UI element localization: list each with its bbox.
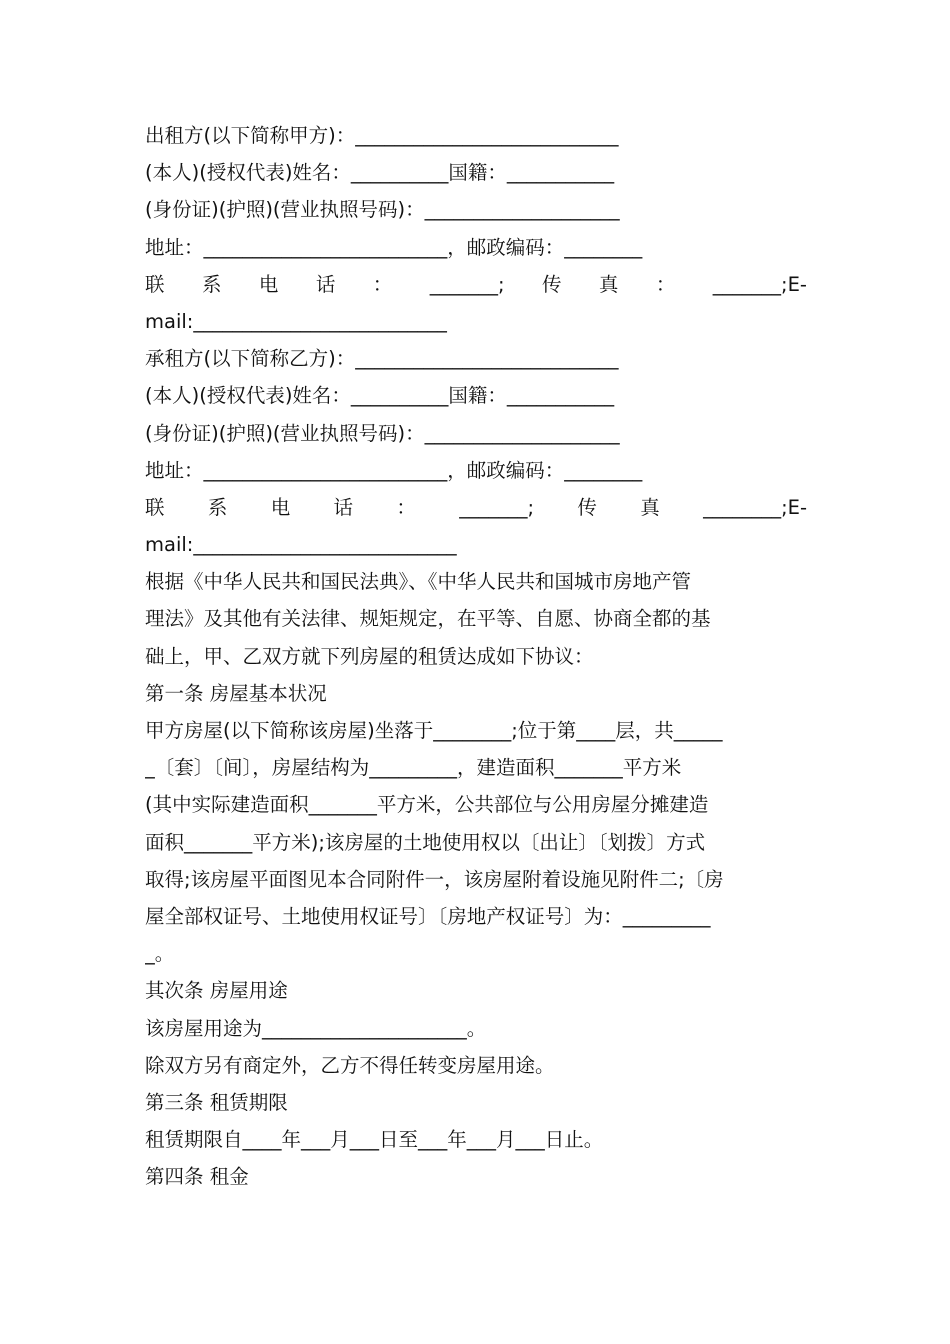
text-line: (其中实际建造面积_______平方米，公共部位与公用房屋分摊建造 (145, 793, 709, 817)
text-line: 地址：_________________________，邮政编码：________ (145, 458, 643, 482)
text-line: (本人)(授权代表)姓名：__________国籍：___________ (145, 384, 615, 408)
text-fragment: 联 (145, 272, 165, 296)
text-fragment: 话 (333, 495, 354, 519)
text-line: (身份证)(护照)(营业执照号码)：____________________ (145, 421, 620, 445)
text-line: 甲方房屋(以下简称该房屋)坐落于________;位于第____层，共_____ (145, 719, 723, 742)
text-line: mail:___________________________ (145, 533, 457, 557)
text-line: _〔套〕〔间〕，房屋结构为_________，建造面积_______平方米 (145, 756, 682, 780)
text-line: 地址：_________________________，邮政编码：________ (145, 235, 643, 259)
text-fragment: 系 (207, 495, 228, 519)
text-fragment: 电 (258, 272, 279, 296)
section-heading: 第四条 租金 (145, 1165, 249, 1189)
text-line: 取得;该房屋平面图见本合同附件一，该房屋附着设施见附件二;〔房 (145, 867, 724, 891)
text-line: (本人)(授权代表)姓名：__________国籍：___________ (145, 161, 615, 185)
text-fragment: ： (372, 272, 393, 296)
text-fragment: _______;E- (712, 272, 807, 296)
text-line: 该房屋用途为_____________________。 (145, 1016, 487, 1040)
text-line (145, 563, 807, 600)
text-line: 除双方另有商定外，乙方不得任转变房屋用途。 (145, 1053, 555, 1077)
text-line: _。 (145, 942, 175, 966)
text-fragment: 根据《中华人民共和国民法典》、《中华人民共和国城市房地产管 (145, 570, 692, 594)
text-line: 租赁期限自____年___月___日至___年___月___日止。 (145, 1128, 604, 1152)
contract-body (145, 117, 807, 1195)
text-fragment: 电 (270, 495, 291, 519)
text-line: (身份证)(护照)(营业执照号码)：____________________ (145, 198, 620, 222)
text-fragment: _______; (459, 495, 535, 519)
text-fragment: 系 (201, 272, 222, 296)
text-line: 础上，甲、乙双方就下列房屋的租赁达成如下协议： (145, 644, 594, 668)
text-fragment: 传 (577, 495, 597, 519)
contract-page (145, 117, 807, 1195)
text-fragment: _______; (429, 272, 505, 296)
text-fragment: 真 (598, 272, 619, 296)
text-fragment: 话 (315, 272, 336, 296)
text-line: mail:__________________________ (145, 309, 447, 333)
text-fragment: ： (655, 272, 676, 296)
text-line: 屋全部权证号、土地使用权证号〕〔房地产权证号〕为：_________ (145, 904, 711, 928)
text-line: 面积_______平方米);该房屋的土地使用权以〔出让〕〔划拨〕方式 (145, 830, 706, 854)
text-fragment: 真 (640, 495, 660, 519)
text-line (145, 266, 807, 303)
text-fragment: 理法》及其他有关法律、规矩规定，在平等、自愿、协商全都的基 (145, 607, 711, 631)
section-heading: 其次条 房屋用途 (145, 979, 288, 1003)
text-line (145, 489, 807, 526)
text-line: 承租方(以下简称乙方)：___________________________ (145, 347, 619, 371)
text-fragment: ________;E- (703, 495, 807, 519)
section-heading: 第三条 租赁期限 (145, 1090, 288, 1114)
section-heading: 第一条 房屋基本状况 (145, 681, 327, 705)
text-line (145, 600, 807, 637)
text-fragment: 传 (541, 272, 562, 296)
text-fragment: ： (396, 495, 416, 519)
text-line: 出租方(以下简称甲方)：___________________________ (145, 124, 619, 147)
text-fragment: 联 (145, 495, 165, 519)
